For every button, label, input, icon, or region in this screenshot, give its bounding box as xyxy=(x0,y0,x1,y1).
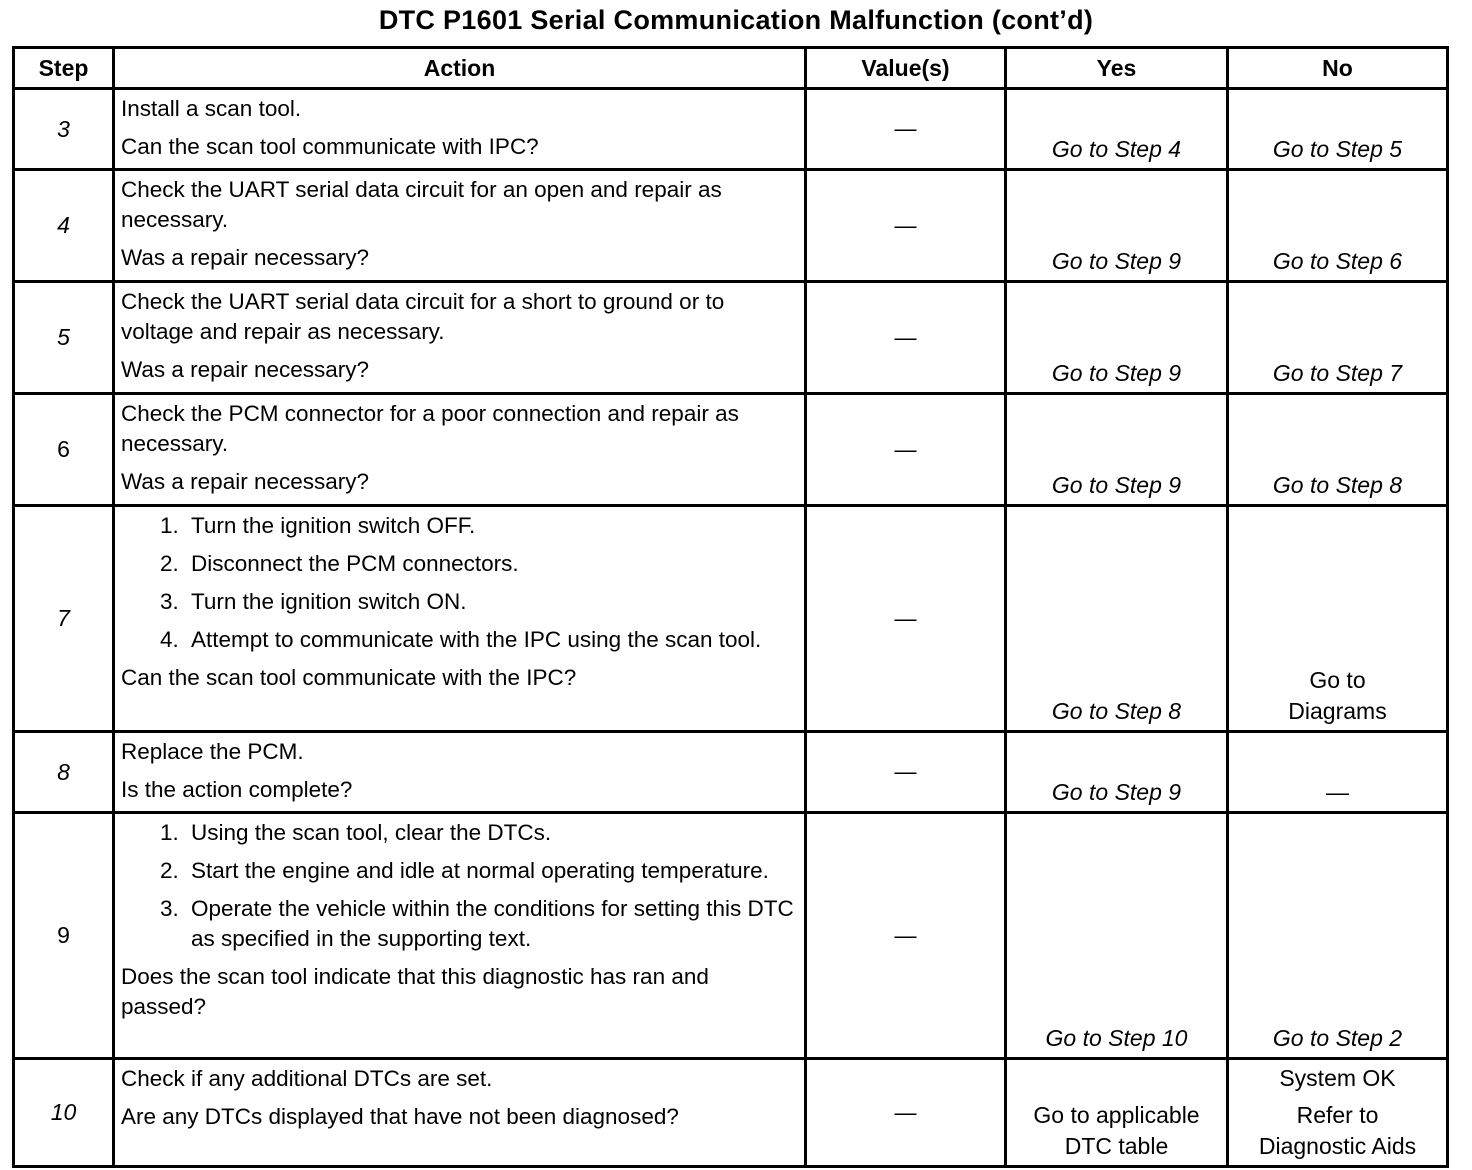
list-item: 3. Turn the ignition switch ON. xyxy=(185,587,796,617)
action-text: Install a scan tool. xyxy=(121,96,302,121)
table-row xyxy=(14,732,1448,813)
no-cell: Go to Step 5 xyxy=(1228,89,1448,170)
action-text: Check the PCM connector for a poor connection and repair as necessary. xyxy=(121,401,739,456)
action-cell xyxy=(114,89,806,170)
action-text: Check if any additional DTCs are set. xyxy=(121,1066,493,1091)
no-cell: Go to Step 6 xyxy=(1228,170,1448,282)
page-title: DTC P1601 Serial Communication Malfunction (cont’d) xyxy=(378,5,1094,35)
action-text: Check the UART serial data circuit for an open and repair as necessary. xyxy=(121,177,722,232)
table-row xyxy=(14,506,1448,732)
value-cell: — xyxy=(806,170,1006,282)
list-item: 1. Turn the ignition switch OFF. xyxy=(185,511,796,541)
yes-cell: Go to Step 8 xyxy=(1006,506,1228,732)
yes-cell: Go to Step 10 xyxy=(1006,813,1228,1059)
no-line-3: Diagnostic Aids xyxy=(1258,1133,1417,1159)
table-header-row xyxy=(14,48,1448,89)
action-question: Was a repair necessary? xyxy=(121,469,370,494)
table-row xyxy=(14,813,1448,1059)
value-cell: — xyxy=(806,506,1006,732)
action-question: Does the scan tool indicate that this diagnostic has ran and passed? xyxy=(121,964,709,1019)
action-cell xyxy=(114,813,806,1059)
yes-cell xyxy=(1006,1059,1228,1167)
action-question: Are any DTCs displayed that have not been diagnosed? xyxy=(121,1104,679,1129)
step-number: 3 xyxy=(14,89,114,170)
table-row xyxy=(14,170,1448,282)
table-row xyxy=(14,394,1448,506)
diagnostic-table xyxy=(12,46,1449,1168)
no-line-2: Refer to xyxy=(1296,1102,1379,1128)
value-cell: — xyxy=(806,1059,1006,1167)
action-question: Was a repair necessary? xyxy=(121,245,370,270)
header-step: Step xyxy=(14,48,114,89)
yes-line-2: DTC table xyxy=(1064,1133,1169,1159)
action-question: Can the scan tool communicate with IPC? xyxy=(121,134,539,159)
table-row xyxy=(14,1059,1448,1167)
table-row xyxy=(14,89,1448,170)
value-cell: — xyxy=(806,89,1006,170)
table-row xyxy=(14,282,1448,394)
action-steps-list xyxy=(121,818,796,954)
action-cell xyxy=(114,170,806,282)
no-cell: Go to Step 2 xyxy=(1228,813,1448,1059)
value-cell: — xyxy=(806,394,1006,506)
yes-cell: Go to Step 9 xyxy=(1006,282,1228,394)
header-action: Action xyxy=(114,48,806,89)
list-item: 4. Attempt to communicate with the IPC using the scan tool. xyxy=(185,625,796,655)
value-cell: — xyxy=(806,732,1006,813)
action-steps-list xyxy=(121,511,796,655)
action-cell xyxy=(114,506,806,732)
no-line-1: Go to xyxy=(1309,667,1366,693)
yes-cell: Go to Step 9 xyxy=(1006,732,1228,813)
list-item: 1. Using the scan tool, clear the DTCs. xyxy=(185,818,796,848)
no-cell: Go to Step 8 xyxy=(1228,394,1448,506)
action-cell xyxy=(114,732,806,813)
yes-cell: Go to Step 9 xyxy=(1006,394,1228,506)
step-number: 9 xyxy=(14,813,114,1059)
step-number: 10 xyxy=(14,1059,114,1167)
no-cell: Go to Step 7 xyxy=(1228,282,1448,394)
no-line-1: System OK xyxy=(1279,1065,1396,1091)
action-question: Was a repair necessary? xyxy=(121,357,370,382)
action-question: Is the action complete? xyxy=(121,777,353,802)
action-cell xyxy=(114,1059,806,1167)
no-cell xyxy=(1228,1059,1448,1167)
header-no: No xyxy=(1228,48,1448,89)
action-text: Check the UART serial data circuit for a short to ground or to voltage and repair as necessary. xyxy=(121,289,725,344)
step-number: 5 xyxy=(14,282,114,394)
list-item: 3. Operate the vehicle within the conditions for setting this DTC as specified in the supporting text. xyxy=(185,894,796,954)
action-text: Replace the PCM. xyxy=(121,739,304,764)
list-item: 2. Start the engine and idle at normal operating temperature. xyxy=(185,856,796,886)
step-number: 4 xyxy=(14,170,114,282)
step-number: 7 xyxy=(14,506,114,732)
step-number: 8 xyxy=(14,732,114,813)
no-line-2: Diagrams xyxy=(1288,698,1387,724)
action-cell xyxy=(114,282,806,394)
value-cell: — xyxy=(806,282,1006,394)
action-question: Can the scan tool communicate with the IPC? xyxy=(121,665,577,690)
header-values: Value(s) xyxy=(806,48,1006,89)
header-yes: Yes xyxy=(1006,48,1228,89)
yes-line-1: Go to applicable xyxy=(1033,1102,1200,1128)
yes-cell: Go to Step 4 xyxy=(1006,89,1228,170)
value-cell: — xyxy=(806,813,1006,1059)
no-cell xyxy=(1228,506,1448,732)
no-cell: — xyxy=(1228,732,1448,813)
yes-cell: Go to Step 9 xyxy=(1006,170,1228,282)
list-item: 2. Disconnect the PCM connectors. xyxy=(185,549,796,579)
step-number: 6 xyxy=(14,394,114,506)
action-cell xyxy=(114,394,806,506)
